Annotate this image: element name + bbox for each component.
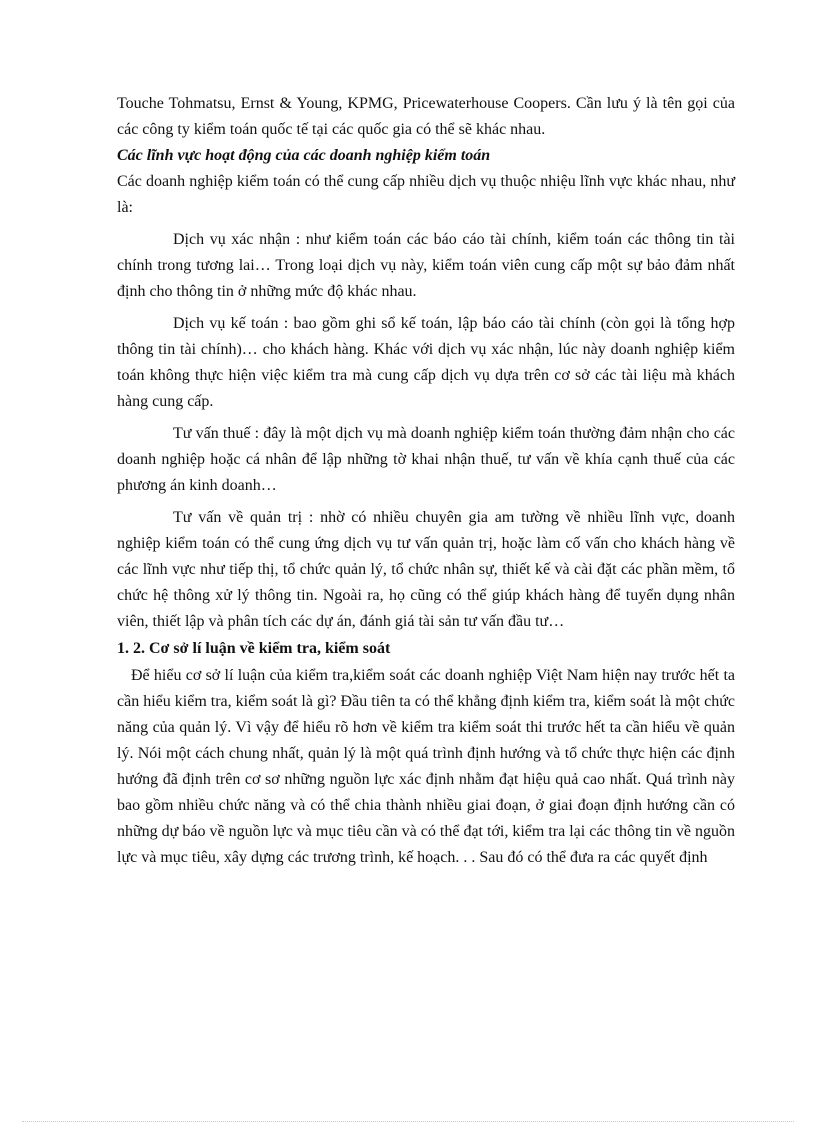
confirmation-services-paragraph: Dịch vụ xác nhận : như kiểm toán các báo cáo tài chính, kiểm toán các thông tin tài chính trong tương lai… Trong loại dịch vụ này, kiểm toán viên cung cấp một sự bảo đảm nhất định cho thông tin ở những mức độ khác nhau. [117, 231, 735, 300]
services-intro-paragraph: Các doanh nghiệp kiểm toán có thể cung cấp nhiều dịch vụ thuộc nhiệu lĩnh vực khác nhau, như là: [117, 173, 735, 216]
page-content [117, 91, 735, 871]
section-heading-audit-fields: Các lĩnh vực hoạt động của các doanh nghiệp kiểm toán [117, 147, 491, 164]
intro-paragraph: Touche Tohmatsu, Ernst & Young, KPMG, Pricewaterhouse Coopers. Cần lưu ý là tên gọi của các công ty kiểm toán quốc tế tại các quốc gia có thể sẽ khác nhau. [117, 95, 735, 138]
management-consulting-paragraph: Tư vấn về quản trị : nhờ có nhiều chuyên gia am tường về nhiều lĩnh vực, doanh nghiệp kiểm toán có thể cung ứng dịch vụ tư vấn quản trị, hoặc làm cố vấn cho khách hàng về các lĩnh vực như tiếp thị, tổ chức quản lý, tổ chức nhân sự, thiết kế và cài đặt các phần mềm, tổ chức hệ thông xử lý thông tin. Ngoài ra, họ cũng có thể giúp khách hàng để tuyển dụng nhân viên, thiết lập và phân tích các dự án, đánh giá tài sản tư vấn đầu tư… [117, 509, 735, 630]
page-bottom-divider [22, 1121, 794, 1122]
tax-consulting-paragraph: Tư vấn thuế : đây là một dịch vụ mà doanh nghiệp kiểm toán thường đảm nhận cho các doanh nghiệp hoặc cá nhân để lập những tờ khai nhận thuế, tư vấn về khía cạnh thuế của các phương án kinh doanh… [117, 425, 735, 494]
accounting-services-paragraph: Dịch vụ kế toán : bao gồm ghi sổ kế toán, lập báo cáo tài chính (còn gọi là tổng hợp thông tin tài chính)… cho khách hàng. Khác với dịch vụ xác nhận, lúc này doanh nghiệp kiểm toán không thực hiện việc kiểm tra mà cung cấp dịch vụ dựa trên cơ sở các tài liệu mà khách hàng cung cấp. [117, 315, 735, 410]
section-heading-control-theory: 1. 2. Cơ sở lí luận về kiểm tra, kiểm soát [117, 640, 391, 657]
control-theory-paragraph: Để hiểu cơ sở lí luận của kiểm tra,kiểm soát các doanh nghiệp Việt Nam hiện nay trước hết ta cần hiểu kiểm tra, kiểm soát là gì? Đầu tiên ta có thể khẳng định kiểm tra, kiểm soát là một chức năng của quản lý. Vì vậy để hiểu rõ hơn về kiểm tra kiểm soát thi trước hết ta cần hiểu về quản lý. Nói một cách chung nhất, quản lý là một quá trình định hướng và tổ chức thực hiện các định hướng đã định trên cơ sơ những nguồn lực xác định nhằm đạt hiệu quả cao nhất. Quá trình này bao gồm nhiều chức năng và có thể chia thành nhiều giai đoạn, ở giai đoạn định hướng cần có những dự báo về nguồn lực và mục tiêu cần và có thể đạt tới, kiểm tra lại các thông tin về nguồn lực và mục tiêu, xây dựng các trương trình, kế hoạch. . . Sau đó có thể đưa ra các quyết định [117, 667, 735, 866]
